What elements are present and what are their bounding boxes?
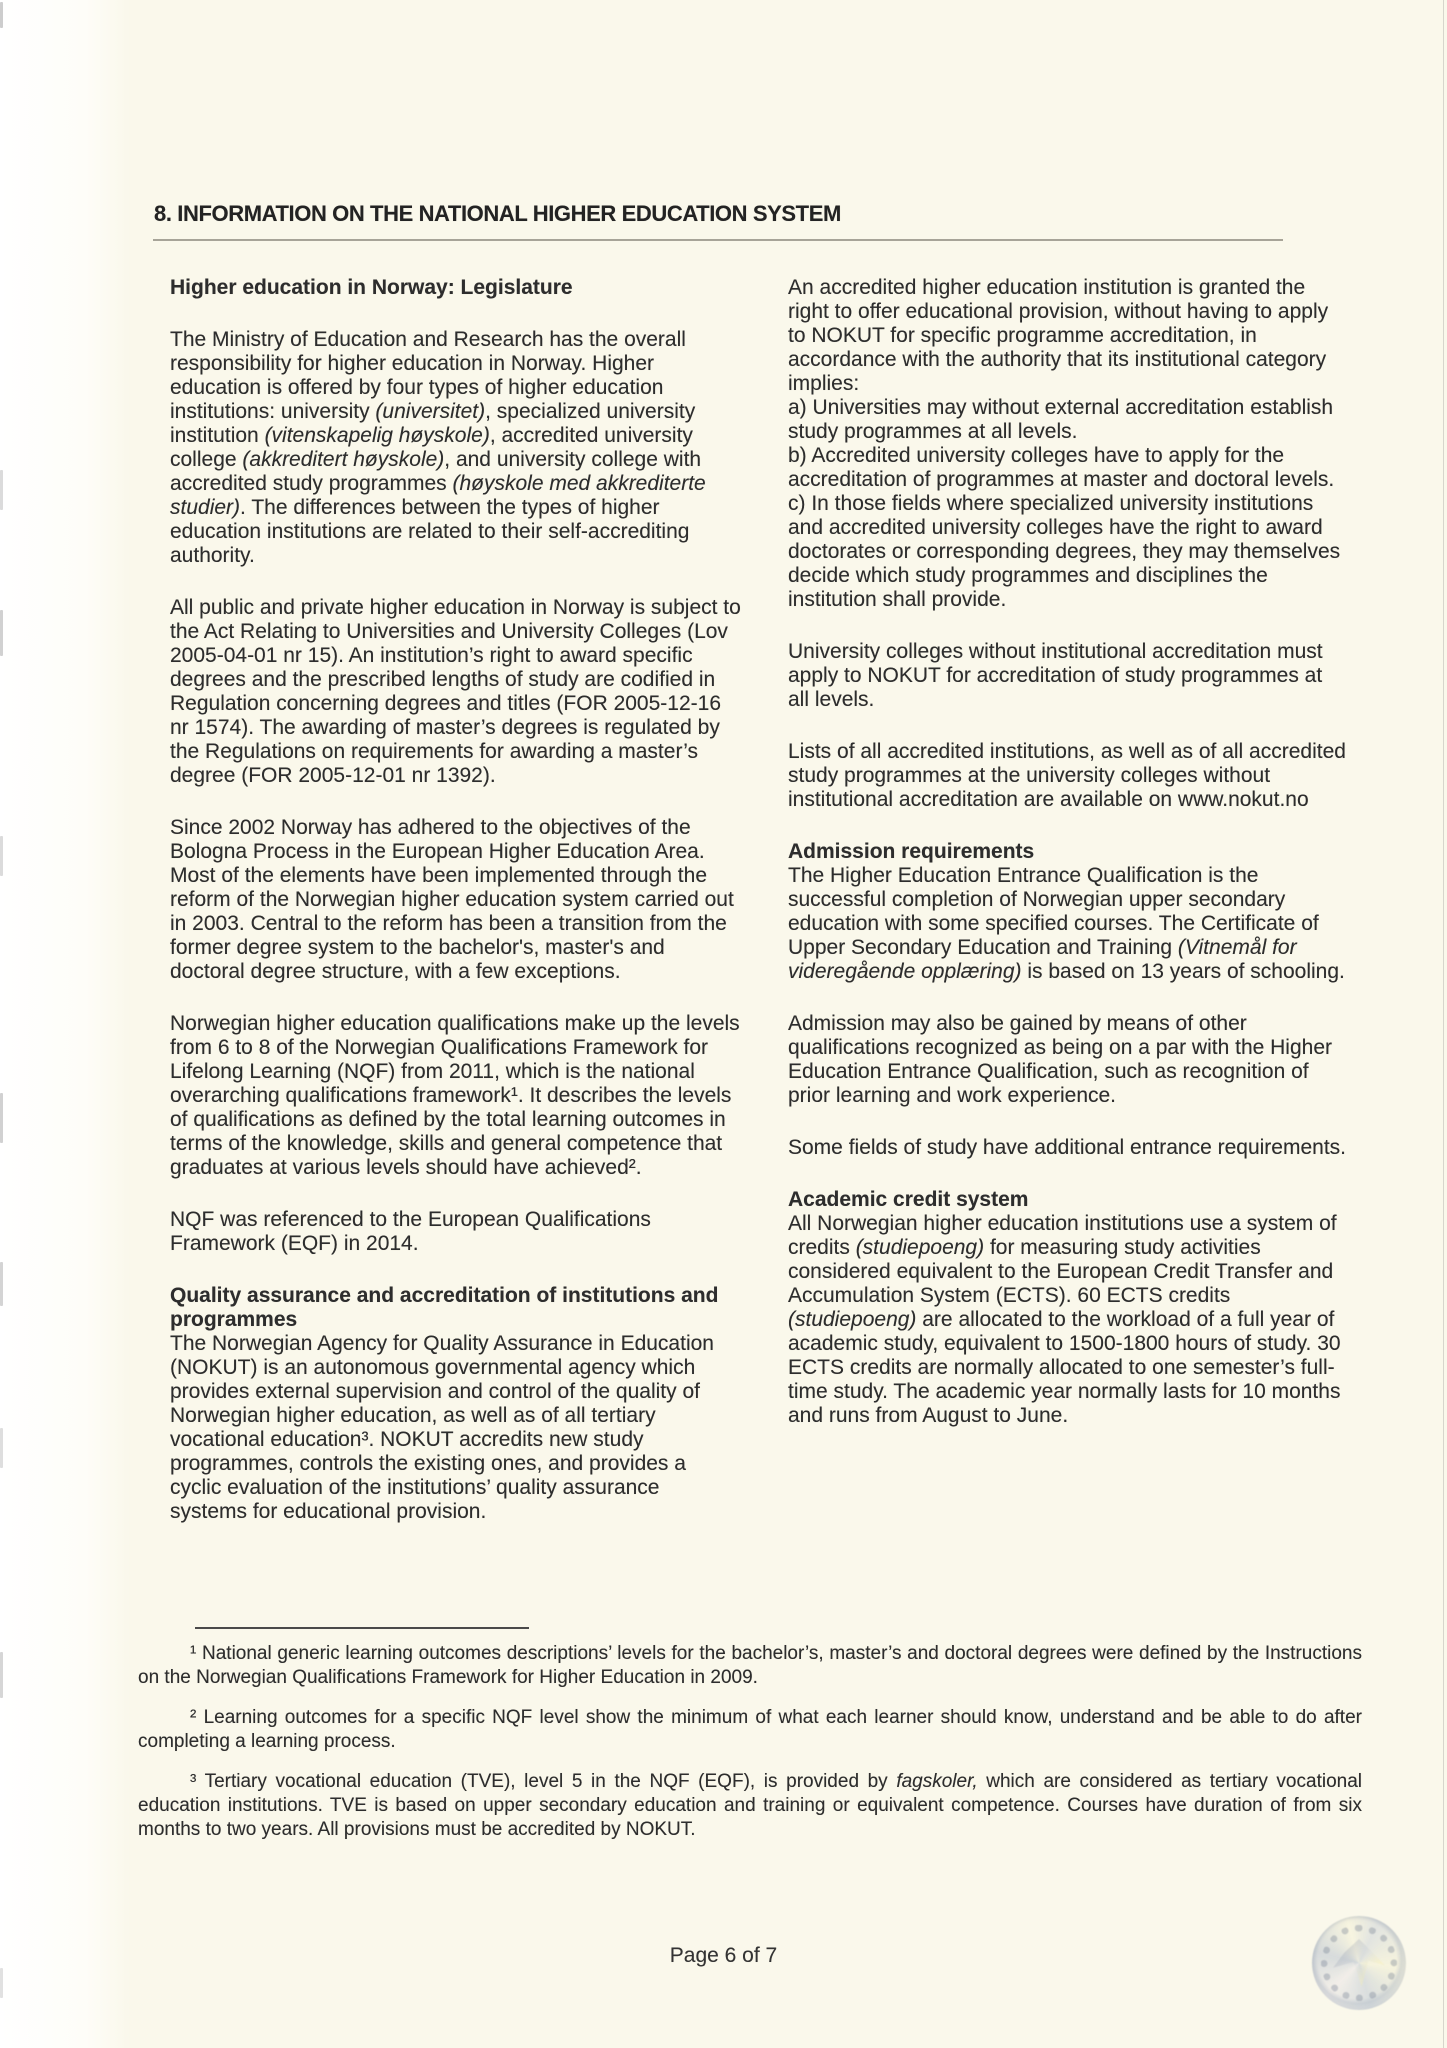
subsection-heading: Higher education in Norway: Legislature xyxy=(170,276,573,299)
paragraph: c) In those fields where specialized university institutions and accredited university colleges have the right to award doctorates or corresponding degrees, they may themselves decide which study programmes and disciplines the institution shall provide. xyxy=(788,492,1341,611)
paragraph: All Norwegian higher education institutions use a system of credits (studiepoeng) for measuring study activities considered equivalent to the European Credit Transfer and Accumulation System (ECTS). 60 ECTS credits (studiepoeng) are allocated to the workload of a full year of academic study, equivalent to 1500-1800 hours of study. 30 ECTS credits are normally allocated to one semester’s full-time study. The academic year normally lasts for 10 months and runs from August to June. xyxy=(788,1212,1341,1427)
scan-artifact xyxy=(0,470,3,510)
paragraph: a) Universities may without external accreditation establish study programmes at all levels. xyxy=(788,396,1334,443)
footnote: ³ Tertiary vocational education (TVE), level 5 in the NQF (EQF), is provided by fagskoler, which are considered as tertiary vocational education institutions. TVE is based on upper secondary education and training or equivalent competence. Courses have duration of from six months to two years. All provisions must be accredited by NOKUT. xyxy=(138,1771,1362,1840)
subsection-heading: Quality assurance and accreditation of institutions and programmes xyxy=(170,1284,719,1331)
paragraph: Some fields of study have additional entrance requirements. xyxy=(788,1136,1346,1159)
scan-artifact xyxy=(0,2,3,28)
subsection-heading: Academic credit system xyxy=(788,1188,1029,1211)
paragraph: Norwegian higher education qualifications make up the levels from 6 to 8 of the Norwegian Qualifications Framework for Lifelong Learning (NQF) from 2011, which is the national overarching qualifications framework¹. It describes the levels of qualifications as defined by the total learning outcomes in terms of the knowledge, skills and general competence that graduates at various levels should have achieved². xyxy=(170,1012,740,1179)
paragraph: The Ministry of Education and Research has the overall responsibility for higher education in Norway. Higher education is offered by four types of higher education institutions: university (universitet), specialized university institution (vitenskapelig høyskole), accredited university college (akkreditert høyskole), and university college with accredited study programmes (høyskole med akkrediterte studier). The differences between the types of higher education institutions are related to their self-accrediting authority. xyxy=(170,328,706,567)
footnote: ² Learning outcomes for a specific NQF level show the minimum of what each learner should know, understand and be able to do after completing a learning process. xyxy=(138,1707,1362,1752)
paragraph: An accredited higher education institution is granted the right to offer educational provision, without having to apply to NOKUT for specific programme accreditation, in accordance with the authority that its institutional category implies: xyxy=(788,276,1329,395)
paragraph: Since 2002 Norway has adhered to the objectives of the Bologna Process in the European Higher Education Area. Most of the elements have been implemented through the reform of the Norwegian higher education system carried out in 2003. Central to the reform has been a transition from the former degree system to the bachelor's, master's and doctoral degree structure, with a few exceptions. xyxy=(170,816,734,983)
scan-artifact xyxy=(0,1652,3,1698)
paragraph: NQF was referenced to the European Qualifications Framework (EQF) in 2014. xyxy=(170,1208,651,1255)
scan-artifact xyxy=(0,836,3,876)
section-title: 8. INFORMATION ON THE NATIONAL HIGHER EDUCATION SYSTEM xyxy=(154,201,841,226)
footnote: ¹ National generic learning outcomes descriptions’ levels for the bachelor’s, master’s and doctoral degrees were defined by the Instructions on the Norwegian Qualifications Framework for Higher Education in 2009. xyxy=(138,1643,1362,1688)
paragraph: Lists of all accredited institutions, as well as of all accredited study programmes at the university colleges without institutional accreditation are available on www.nokut.no xyxy=(788,740,1346,811)
document-body xyxy=(170,276,1346,1552)
scan-artifact xyxy=(0,1968,3,1998)
paragraph: All public and private higher education in Norway is subject to the Act Relating to Universities and University Colleges (Lov 2005-04-01 nr 15). An institution’s right to award specific degrees and the prescribed lengths of study are codified in Regulation concerning degrees and titles (FOR 2005-12-16 nr 1574). The awarding of master’s degrees is regulated by the Regulations on requirements for awarding a master’s degree (FOR 2005-12-01 nr 1392). xyxy=(170,596,741,787)
footnotes xyxy=(138,1642,1362,1858)
right-column xyxy=(788,276,1346,1552)
scan-artifact xyxy=(0,1262,3,1306)
scan-artifact xyxy=(0,1428,3,1468)
footnote-separator xyxy=(195,1627,529,1629)
subsection-heading: Admission requirements xyxy=(788,840,1035,863)
scan-artifact xyxy=(0,610,3,656)
paragraph: The Higher Education Entrance Qualification is the successful completion of Norwegian upper secondary education with some specified courses. The Certificate of Upper Secondary Education and Training (Vitnemål for videregående opplæring) is based on 13 years of schooling. xyxy=(788,864,1345,983)
scan-artifact xyxy=(0,1093,3,1143)
paragraph: The Norwegian Agency for Quality Assurance in Education (NOKUT) is an autonomous governmental agency which provides external supervision and control of the quality of Norwegian higher education, as well as of all tertiary vocational education³. NOKUT accredits new study programmes, controls the existing ones, and provides a cyclic evaluation of the institutions’ quality assurance systems for educational provision. xyxy=(170,1332,714,1523)
page-indicator: Page 6 of 7 xyxy=(669,1944,778,1967)
holographic-seal-icon xyxy=(1312,1916,1406,2010)
left-column xyxy=(170,276,742,1552)
paragraph: University colleges without institutional accreditation must apply to NOKUT for accreditation of study programmes at all levels. xyxy=(788,640,1323,711)
header-rule xyxy=(153,239,1283,241)
paragraph: b) Accredited university colleges have to apply for the accreditation of programmes at master and doctoral levels. xyxy=(788,444,1335,491)
paragraph: Admission may also be gained by means of other qualifications recognized as being on a par with the Higher Education Entrance Qualification, such as recognition of prior learning and work experience. xyxy=(788,1012,1333,1107)
scan-edge-line xyxy=(1443,0,1444,2048)
